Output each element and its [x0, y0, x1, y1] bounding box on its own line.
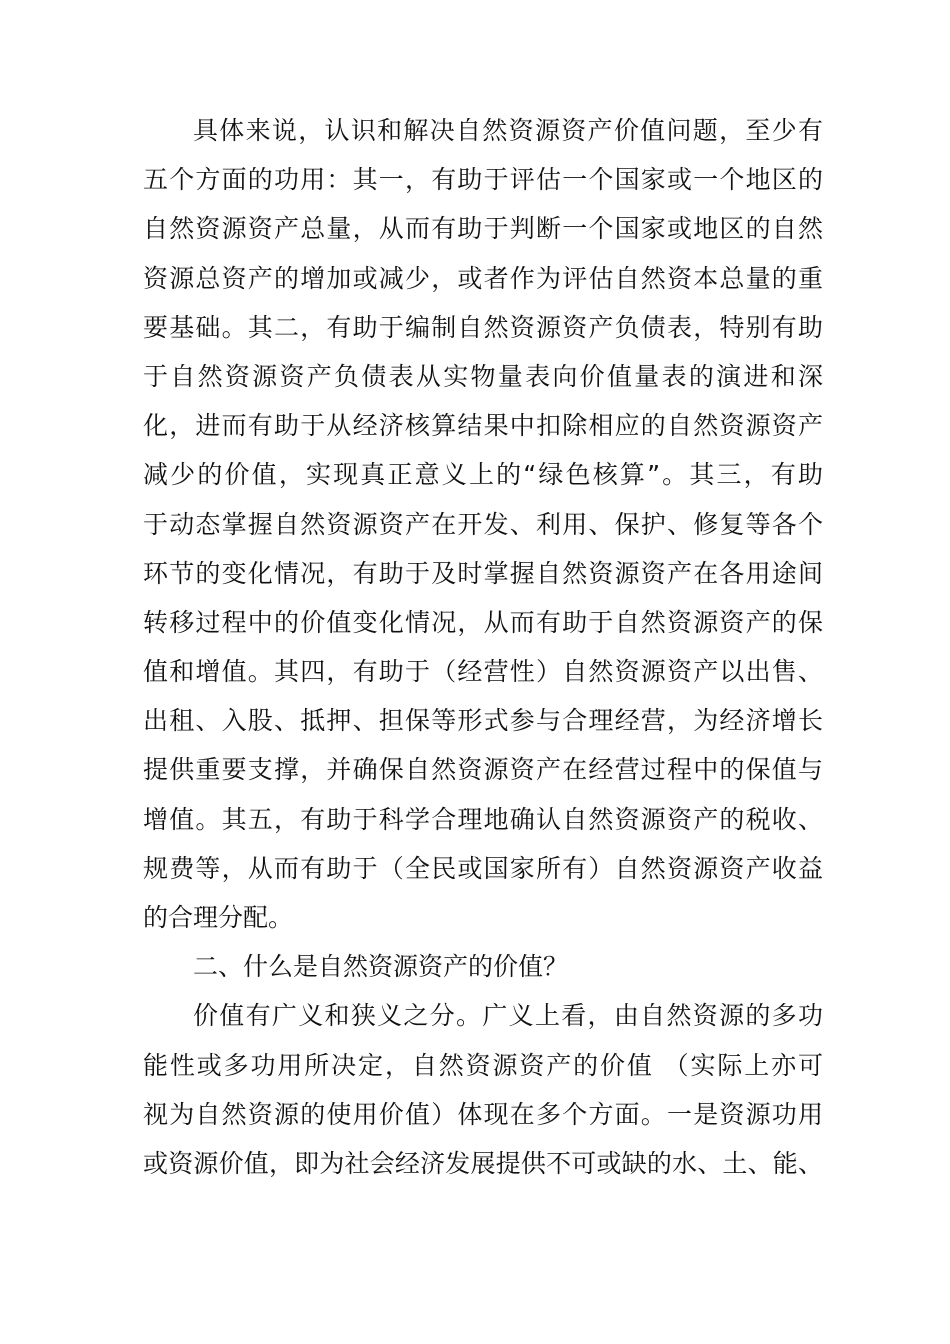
text-line: 五个方面的功用：其一，有助于评估一个国家或一个地区的	[143, 165, 823, 195]
text-line: 具体来说，认识和解决自然资源资产价值问题，至少有	[193, 116, 823, 145]
text-line: 转移过程中的价值变化情况，从而有助于自然资源资产的保	[143, 607, 823, 637]
section-heading	[143, 942, 823, 991]
text-line: 于自然资源资产负债表从实物量表向价值量表的演进和深	[143, 361, 823, 391]
text-line: 出租、入股、抵押、担保等形式参与合理经营，为经济增长	[143, 706, 823, 736]
text-line: 规费等，从而有助于（全民或国家所有）自然资源资产收益	[143, 853, 823, 883]
text-line: 价值有广义和狭义之分。广义上看，由自然资源的多功	[193, 1001, 823, 1031]
text-line: 视为自然资源的使用价值）体现在多个方面。一是资源功用	[143, 1099, 823, 1129]
text-line: 值和增值。其四，有助于（经营性）自然资源资产以出售、	[143, 657, 823, 687]
text-line: 二、什么是自然资源资产的价值？	[193, 952, 569, 982]
text-line: 的合理分配。	[143, 903, 294, 932]
text-line: 资源总资产的增加或减少，或者作为评估自然资本总量的重	[143, 263, 823, 293]
paragraph-3	[143, 991, 823, 1188]
text-line: 能性或多功用所决定，自然资源资产的价值 （实际上亦可	[143, 1050, 823, 1080]
text-line: 要基础。其二，有助于编制自然资源资产负债表，特别有助	[143, 312, 823, 342]
text-line: 化，进而有助于从经济核算结果中扣除相应的自然资源资产	[143, 411, 823, 441]
text-line: 提供重要支撑，并确保自然资源资产在经营过程中的保值与	[143, 755, 823, 785]
text-line: 或资源价值，即为社会经济发展提供不可或缺的水、土、能、	[143, 1148, 823, 1178]
document-body	[143, 106, 823, 1188]
paragraph-1	[143, 106, 823, 942]
text-line: 自然资源资产总量，从而有助于判断一个国家或地区的自然	[143, 214, 823, 244]
text-line: 增值。其五，有助于科学合理地确认自然资源资产的税收、	[143, 804, 823, 834]
text-line: 于动态掌握自然资源资产在开发、利用、保护、修复等各个	[143, 509, 823, 539]
text-line: 环节的变化情况，有助于及时掌握自然资源资产在各用途间	[143, 558, 823, 588]
text-line: 减少的价值，实现真正意义上的“绿色核算”。其三，有助	[143, 460, 823, 490]
